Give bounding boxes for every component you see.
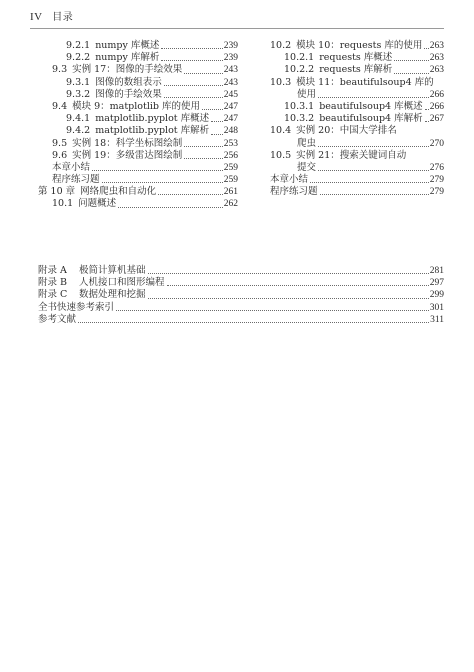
dot-leader (424, 40, 428, 49)
toc-entry-number: 10.2.2 (284, 64, 315, 76)
toc-entry-page: 263 (429, 53, 444, 64)
toc-entry-title: 提交 (297, 161, 317, 173)
toc-entry-title: 实例 20：中国大学排名 (296, 125, 397, 137)
toc-entry[interactable] (270, 162, 444, 174)
toc-entry-title: 实例 18：科学坐标图绘制 (72, 137, 183, 149)
toc-entry-title: numpy 库概述 (95, 40, 160, 51)
toc-entry-page: 239 (223, 53, 238, 64)
toc-entry-title: 模块 9：matplotlib 库的使用 (72, 100, 200, 112)
dot-leader (310, 174, 429, 183)
header-divider (30, 28, 444, 29)
toc-entry-title: 参考文献 (38, 313, 77, 325)
toc-entry[interactable] (38, 174, 238, 186)
toc-entry-number: 9.3.2 (66, 88, 91, 100)
toc-entry[interactable] (270, 113, 444, 125)
page-number: IV (30, 11, 43, 23)
dot-leader (161, 40, 222, 49)
toc-entry-title: 实例 21：搜索关键词自动 (296, 149, 407, 161)
toc-entry-page: 248 (223, 126, 238, 137)
toc-left-column (38, 40, 238, 211)
toc-entry-page: 259 (223, 175, 238, 186)
toc-entry-page: 297 (429, 278, 444, 289)
toc-entry-page: 276 (429, 162, 444, 173)
dot-leader (184, 138, 223, 147)
dot-leader (116, 302, 429, 311)
toc-entry[interactable] (38, 101, 238, 113)
toc-entry-title: 爬虫 (297, 137, 317, 149)
dot-leader (148, 290, 429, 299)
toc-entry-page: 270 (429, 138, 444, 149)
toc-entry-page: 279 (429, 175, 444, 186)
dot-leader (78, 314, 429, 323)
toc-entry[interactable] (38, 265, 444, 277)
dot-leader (92, 162, 223, 171)
toc-entry[interactable] (38, 186, 238, 198)
toc-entry-title: beautifulsoup4 库概述 (319, 100, 423, 112)
toc-entry[interactable] (38, 64, 238, 76)
toc-entry-page: 243 (223, 77, 238, 88)
toc-entry[interactable] (38, 289, 444, 301)
dot-leader (211, 113, 223, 122)
toc-entry-number: 9.2.2 (66, 52, 91, 64)
toc-entry-number: 9.3 (52, 64, 68, 76)
toc-entry-page: 266 (429, 101, 444, 112)
dot-leader (167, 277, 429, 286)
toc-entry-page: 279 (429, 187, 444, 198)
toc-entry[interactable] (38, 302, 444, 314)
toc-entry-number: 附录 B (38, 277, 68, 289)
toc-entry-page: 263 (429, 41, 444, 51)
toc-entry-page: 259 (223, 162, 238, 173)
dot-leader (320, 186, 429, 195)
toc-entry[interactable] (270, 150, 444, 162)
toc-entry-title: beautifulsoup4 库解析 (319, 113, 423, 125)
toc-entry-number: 9.6 (52, 149, 68, 161)
toc-entry-number: 9.4 (52, 100, 68, 112)
toc-entry-page: 266 (429, 89, 444, 100)
toc-entry[interactable] (38, 113, 238, 125)
dot-leader (161, 52, 222, 61)
header-title: 目录 (52, 12, 74, 23)
toc-entry-number: 9.2.1 (66, 40, 91, 51)
toc-entry-number: 10.1 (52, 198, 74, 210)
toc-entry-title: 本章小结 (270, 174, 309, 186)
toc-entry-title: 问题概述 (78, 198, 117, 210)
dot-leader (148, 265, 429, 274)
toc-entry[interactable] (270, 138, 444, 150)
toc-entry-title: matplotlib.pyplot 库概述 (95, 113, 210, 125)
toc-entry-title: 本章小结 (52, 161, 91, 173)
toc-entry-number: 附录 A (38, 265, 67, 276)
toc-entry-title: 程序练习题 (270, 186, 318, 198)
dot-leader (394, 65, 428, 74)
toc-entry-page: 247 (223, 101, 238, 112)
toc-entry-number: 10.5 (270, 149, 292, 161)
dot-leader (118, 199, 223, 208)
toc-entry-page: 301 (429, 302, 444, 313)
toc-entry-number: 附录 C (38, 289, 68, 301)
toc-right-column (270, 40, 444, 198)
toc-entry-title: 网络爬虫和自动化 (80, 186, 157, 198)
toc-entry-page: 299 (429, 290, 444, 301)
toc-entry[interactable] (38, 52, 238, 64)
toc-entry-page: 267 (429, 114, 444, 125)
toc-entry[interactable] (270, 64, 444, 76)
toc-entry-title: 实例 19：多级雷达图绘制 (72, 149, 183, 161)
dot-leader (318, 162, 429, 171)
toc-entry-title: 模块 10：requests 库的使用 (296, 40, 423, 51)
toc-entry-page: 256 (223, 150, 238, 161)
toc-entry-title: 极简计算机基础 (79, 265, 146, 276)
dot-leader (184, 150, 223, 159)
dot-leader (164, 89, 223, 98)
toc-entry-page: 253 (223, 138, 238, 149)
toc-entry-title: matplotlib.pyplot 库解析 (95, 125, 210, 137)
toc-entry-number: 10.3 (270, 76, 292, 88)
toc-entry-number: 9.5 (52, 137, 68, 149)
toc-entry-title: 使用 (297, 88, 317, 100)
toc-entry-page: 239 (223, 41, 238, 51)
toc-entry-number: 10.2 (270, 40, 292, 51)
toc-entry-number: 9.4.2 (66, 125, 91, 137)
toc-entry[interactable] (38, 77, 238, 89)
toc-entry[interactable] (270, 89, 444, 101)
toc-entry[interactable] (270, 40, 444, 52)
toc-entry-number: 9.4.1 (66, 113, 91, 125)
toc-entry-number: 第 10 章 (38, 186, 76, 198)
toc-entry-number: 10.3.2 (284, 113, 315, 125)
toc-entry[interactable] (270, 174, 444, 186)
toc-entry[interactable] (38, 150, 238, 162)
toc-entry-page: 263 (429, 65, 444, 76)
toc-entry-title: numpy 库解析 (95, 52, 160, 64)
toc-entry-page: 311 (430, 314, 444, 325)
toc-entry[interactable] (270, 125, 444, 137)
toc-entry-number: 10.4 (270, 125, 292, 137)
toc-entry[interactable] (38, 198, 238, 210)
dot-leader (425, 113, 429, 122)
toc-entry[interactable] (270, 52, 444, 64)
dot-leader (184, 65, 223, 74)
toc-entry[interactable] (38, 138, 238, 150)
dot-leader (318, 89, 429, 98)
dot-leader (164, 77, 223, 86)
dot-leader (318, 138, 429, 147)
toc-entry-title: requests 库概述 (319, 52, 393, 64)
toc-entry-title: 实例 17：图像的手绘效果 (72, 64, 183, 76)
toc-entry-title: 程序练习题 (52, 174, 100, 186)
toc-entry-number: 10.2.1 (284, 52, 315, 64)
toc-entry-title: 全书快速参考索引 (38, 301, 115, 313)
toc-entry[interactable] (270, 186, 444, 198)
dot-leader (394, 52, 428, 61)
toc-entry-title: 人机接口和图形编程 (79, 277, 165, 289)
toc-entry[interactable] (38, 125, 238, 137)
dot-leader (102, 174, 223, 183)
toc-entry[interactable] (270, 77, 444, 89)
toc-entry-page: 243 (223, 65, 238, 76)
toc-entry-title: 图像的数组表示 (95, 76, 162, 88)
dot-leader (202, 101, 223, 110)
toc-entry[interactable] (270, 101, 444, 113)
toc-appendix-list (38, 265, 444, 326)
toc-entry-page: 262 (223, 199, 238, 210)
toc-entry[interactable] (38, 314, 444, 326)
toc-entry-page: 245 (223, 89, 238, 100)
toc-entry-page: 281 (429, 266, 444, 276)
page-header (30, 8, 73, 23)
dot-leader (211, 126, 223, 135)
toc-entry-title: 图像的手绘效果 (95, 88, 162, 100)
toc-entry[interactable] (38, 40, 238, 52)
toc-entry-title: 数据处理和挖掘 (79, 289, 146, 301)
toc-entry-page: 261 (223, 187, 238, 198)
dot-leader (425, 101, 429, 110)
toc-entry-title: requests 库解析 (319, 64, 393, 76)
dot-leader (158, 186, 223, 195)
toc-entry[interactable] (38, 277, 444, 289)
toc-entry-page: 247 (223, 114, 238, 125)
toc-entry-number: 9.3.1 (66, 76, 91, 88)
toc-entry[interactable] (38, 89, 238, 101)
toc-entry[interactable] (38, 162, 238, 174)
toc-entry-title: 模块 11：beautifulsoup4 库的 (296, 76, 434, 88)
toc-entry-number: 10.3.1 (284, 100, 315, 112)
